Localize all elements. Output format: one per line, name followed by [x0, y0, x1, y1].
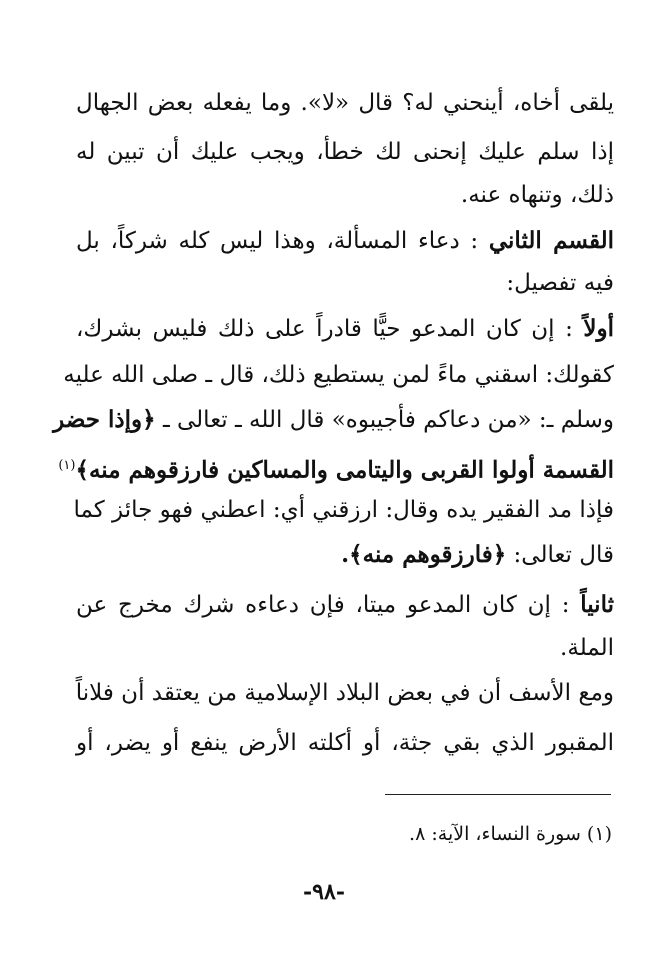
text-line-2: إذا سلم عليك إنحنى لك خطأ، ويجب عليك أن تبين له — [76, 139, 614, 165]
text-line-4 — [76, 226, 614, 256]
quran-verse-short: ﴿فارزقوهم منه﴾. — [341, 541, 507, 568]
text-line-7: كقولك: اسقني ماءً لمن يستطيع ذلك، قال ـ صلى الله عليه — [63, 362, 614, 388]
text-line-8-content: وسلم ـ: «من دعاكم فأجيبوه» قال الله ـ تعالى ـ — [162, 407, 614, 433]
text-line-14: ومع الأسف أن في بعض البلاد الإسلامية من يعتقد أن فلاناً — [75, 680, 614, 706]
text-line-5: فيه تفصيل: — [506, 270, 614, 296]
quran-verse-start: ﴿وإذا حضر — [53, 406, 156, 433]
text-line-15: المقبور الذي بقي جثة، أو أكلته الأرض ينفع أو يضر، أو — [76, 730, 614, 756]
text-line-8 — [53, 405, 614, 435]
point-label-second: ثانياً — [580, 591, 614, 618]
text-line-11-content: قال تعالى: — [513, 542, 614, 568]
page-number: -٩٨- — [303, 879, 345, 905]
text-line-12 — [76, 590, 614, 620]
text-line-11 — [76, 540, 614, 570]
text-line-4-content: : دعاء المسألة، وهذا ليس كله شركاً، بل — [76, 228, 479, 254]
footnote-divider — [385, 794, 611, 795]
text-line-3: ذلك، وتنهاه عنه. — [460, 182, 614, 208]
text-line-12-content: : إن كان المدعو ميتا، فإن دعاءه شرك مخرج عن — [76, 592, 570, 618]
footnote-marker: (١) — [58, 458, 76, 473]
section-heading-second: القسم الثاني — [488, 227, 614, 254]
footnote: (١) سورة النساء، الآية: ٨. — [409, 823, 612, 845]
text-line-13: الملة. — [560, 635, 614, 661]
text-line-10: فإذا مد الفقير يده وقال: ارزقني أي: اعطني فهو جائز كما — [73, 497, 614, 523]
text-line-1: يلقى أخاه، أينحني له؟ قال «لا». وما يفعله بعض الجهال — [76, 90, 614, 116]
text-line-9 — [58, 451, 614, 486]
quran-verse-continuation: القسمة أولوا القربى واليتامى والمساكين فارزقوهم منه﴾ — [75, 456, 614, 484]
text-line-6-content: : إن كان المدعو حيًّا قادراً على ذلك فليس بشرك، — [76, 316, 573, 342]
text-line-6 — [76, 314, 614, 344]
point-label-first: أولاً — [583, 315, 615, 342]
